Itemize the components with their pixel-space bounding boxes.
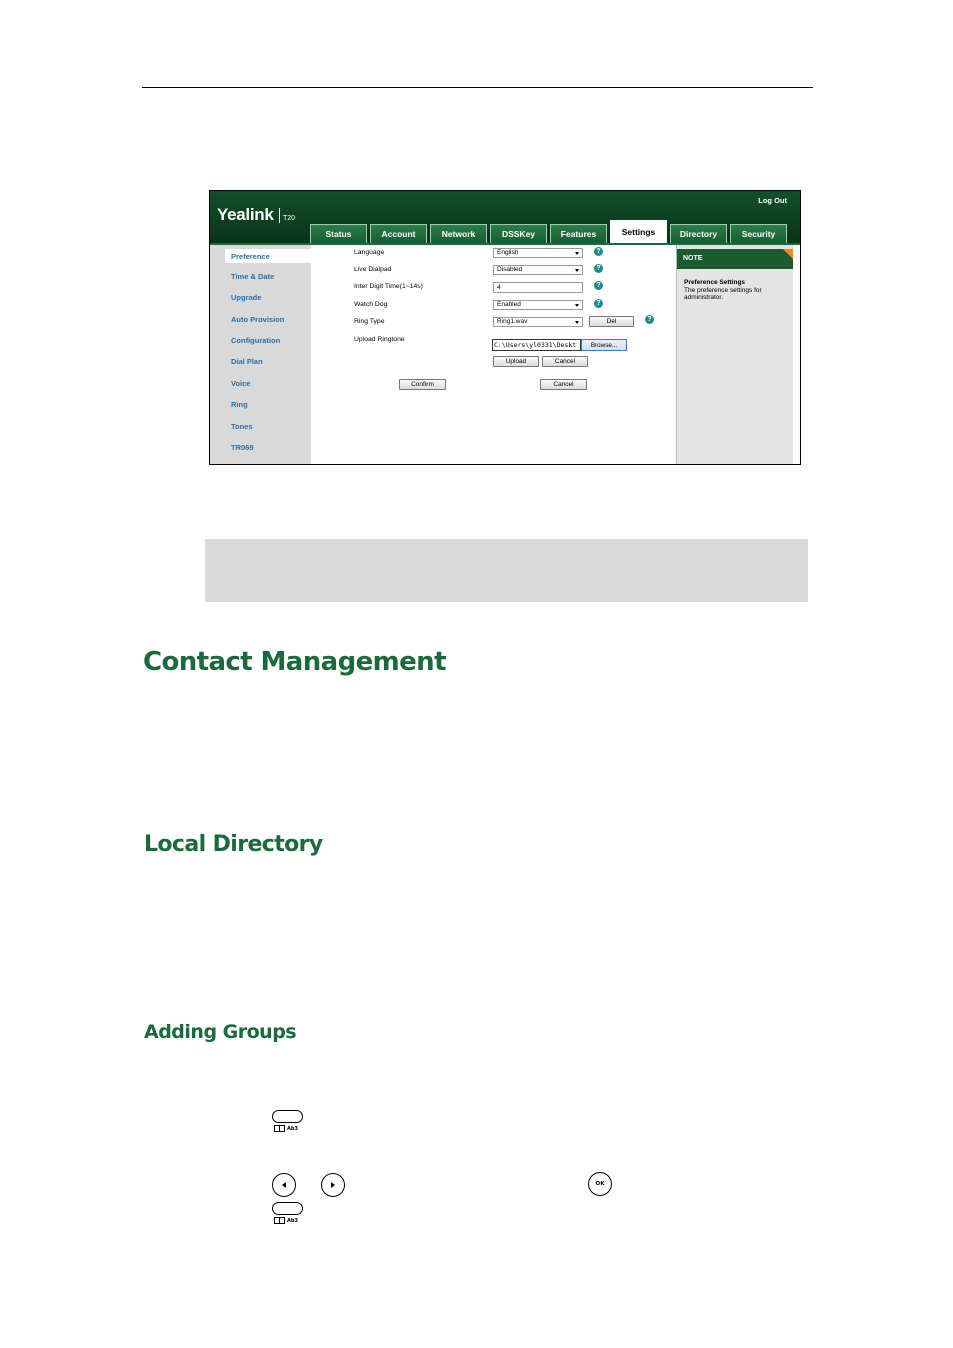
heading-adding-groups: Adding Groups bbox=[144, 1021, 297, 1043]
language-help-icon[interactable]: ? bbox=[594, 247, 603, 256]
watch-dog-select[interactable]: Enabled bbox=[493, 300, 583, 310]
tab-status[interactable]: Status bbox=[310, 224, 367, 243]
live-dialpad-help-icon[interactable]: ? bbox=[594, 264, 603, 273]
note-panel bbox=[676, 245, 793, 465]
preference-form bbox=[311, 245, 675, 465]
settings-content bbox=[210, 243, 800, 465]
book-glyph-icon bbox=[274, 1125, 285, 1132]
page-header-rule bbox=[142, 87, 813, 88]
sidebar-item-tr069[interactable]: TR069 bbox=[231, 443, 254, 452]
sidebar-item-configuration[interactable]: Configuration bbox=[231, 336, 281, 345]
directory-softkey-icon bbox=[271, 1110, 305, 1134]
note-corner-icon bbox=[783, 249, 793, 259]
navigation-right-key-icon bbox=[321, 1173, 345, 1197]
tab-features[interactable]: Features bbox=[550, 224, 607, 243]
ok-key-label: OK bbox=[595, 1181, 605, 1187]
top-bar bbox=[210, 191, 800, 243]
confirm-button[interactable]: Confirm bbox=[399, 379, 446, 390]
heading-local-directory: Local Directory bbox=[144, 832, 323, 857]
upload-button[interactable]: Upload bbox=[493, 356, 539, 367]
upload-cancel-button[interactable]: Cancel bbox=[542, 356, 588, 367]
ringtone-file-input[interactable]: C:\Users\yl0331\Deskt bbox=[492, 339, 581, 351]
arrow-left-icon bbox=[282, 1182, 286, 1188]
language-select[interactable]: English bbox=[493, 248, 583, 258]
model-label: T20 bbox=[283, 215, 296, 222]
sidebar-item-time-date[interactable]: Time & Date bbox=[231, 272, 275, 281]
language-label: Language bbox=[354, 249, 385, 256]
watch-dog-label: Watch Dog bbox=[354, 301, 388, 308]
ring-type-label: Ring Type bbox=[354, 318, 385, 325]
live-dialpad-label: Live Dialpad bbox=[354, 266, 392, 273]
directory-softkey-icon-2 bbox=[271, 1202, 305, 1226]
sidebar-item-upgrade[interactable]: Upgrade bbox=[231, 293, 262, 302]
note-box bbox=[205, 539, 808, 602]
note-text: The preference settings for administrator. bbox=[684, 287, 762, 301]
softkey-pill bbox=[272, 1202, 303, 1215]
tab-settings[interactable]: Settings bbox=[610, 220, 667, 243]
settings-sidebar bbox=[210, 245, 311, 465]
navigation-left-key-icon bbox=[272, 1173, 296, 1197]
cancel-button[interactable]: Cancel bbox=[540, 379, 587, 390]
web-ui-screenshot bbox=[209, 190, 801, 465]
inter-digit-help-icon[interactable]: ? bbox=[594, 281, 603, 290]
watch-dog-help-icon[interactable]: ? bbox=[594, 299, 603, 308]
softkey-glyph-text: Ab3 bbox=[287, 1126, 298, 1132]
logout-link[interactable]: Log Out bbox=[758, 196, 787, 205]
ok-key-icon bbox=[588, 1172, 612, 1196]
softkey-pill bbox=[272, 1110, 303, 1123]
tab-dsskey[interactable]: DSSKey bbox=[490, 224, 547, 243]
inter-digit-time-input[interactable]: 4 bbox=[493, 282, 583, 293]
upload-ringtone-label: Upload Ringtone bbox=[354, 336, 405, 343]
sidebar-item-tones[interactable]: Tones bbox=[231, 422, 253, 431]
logo-separator bbox=[279, 208, 280, 223]
arrow-right-icon bbox=[331, 1182, 335, 1188]
browse-button[interactable]: Browse... bbox=[581, 339, 627, 351]
book-glyph-icon bbox=[274, 1217, 285, 1224]
heading-contact-management: Contact Management bbox=[143, 647, 446, 677]
tab-network[interactable]: Network bbox=[430, 224, 487, 243]
sidebar-item-ring[interactable]: Ring bbox=[231, 400, 248, 409]
tab-account[interactable]: Account bbox=[370, 224, 427, 243]
tab-directory[interactable]: Directory bbox=[670, 224, 727, 243]
del-ringtone-button[interactable]: Del bbox=[589, 316, 634, 327]
live-dialpad-select[interactable]: Disabled bbox=[493, 265, 583, 275]
sidebar-item-voice[interactable]: Voice bbox=[231, 379, 251, 388]
sidebar-item-dial-plan[interactable]: Dial Plan bbox=[231, 357, 263, 366]
yealink-logo: Yealink bbox=[217, 205, 274, 224]
tab-security[interactable]: Security bbox=[730, 224, 787, 243]
inter-digit-time-label: Inter Digit Time(1~14s) bbox=[354, 283, 423, 290]
ring-type-help-icon[interactable]: ? bbox=[645, 315, 654, 324]
note-header: NOTE bbox=[677, 249, 793, 269]
sidebar-item-preference[interactable]: Preference bbox=[225, 249, 311, 263]
note-title: Preference Settings bbox=[684, 279, 746, 286]
softkey-glyph-text: Ab3 bbox=[287, 1218, 298, 1224]
ring-type-select[interactable]: Ring1.wav bbox=[493, 317, 583, 327]
sidebar-item-auto-provision[interactable]: Auto Provision bbox=[231, 315, 285, 324]
